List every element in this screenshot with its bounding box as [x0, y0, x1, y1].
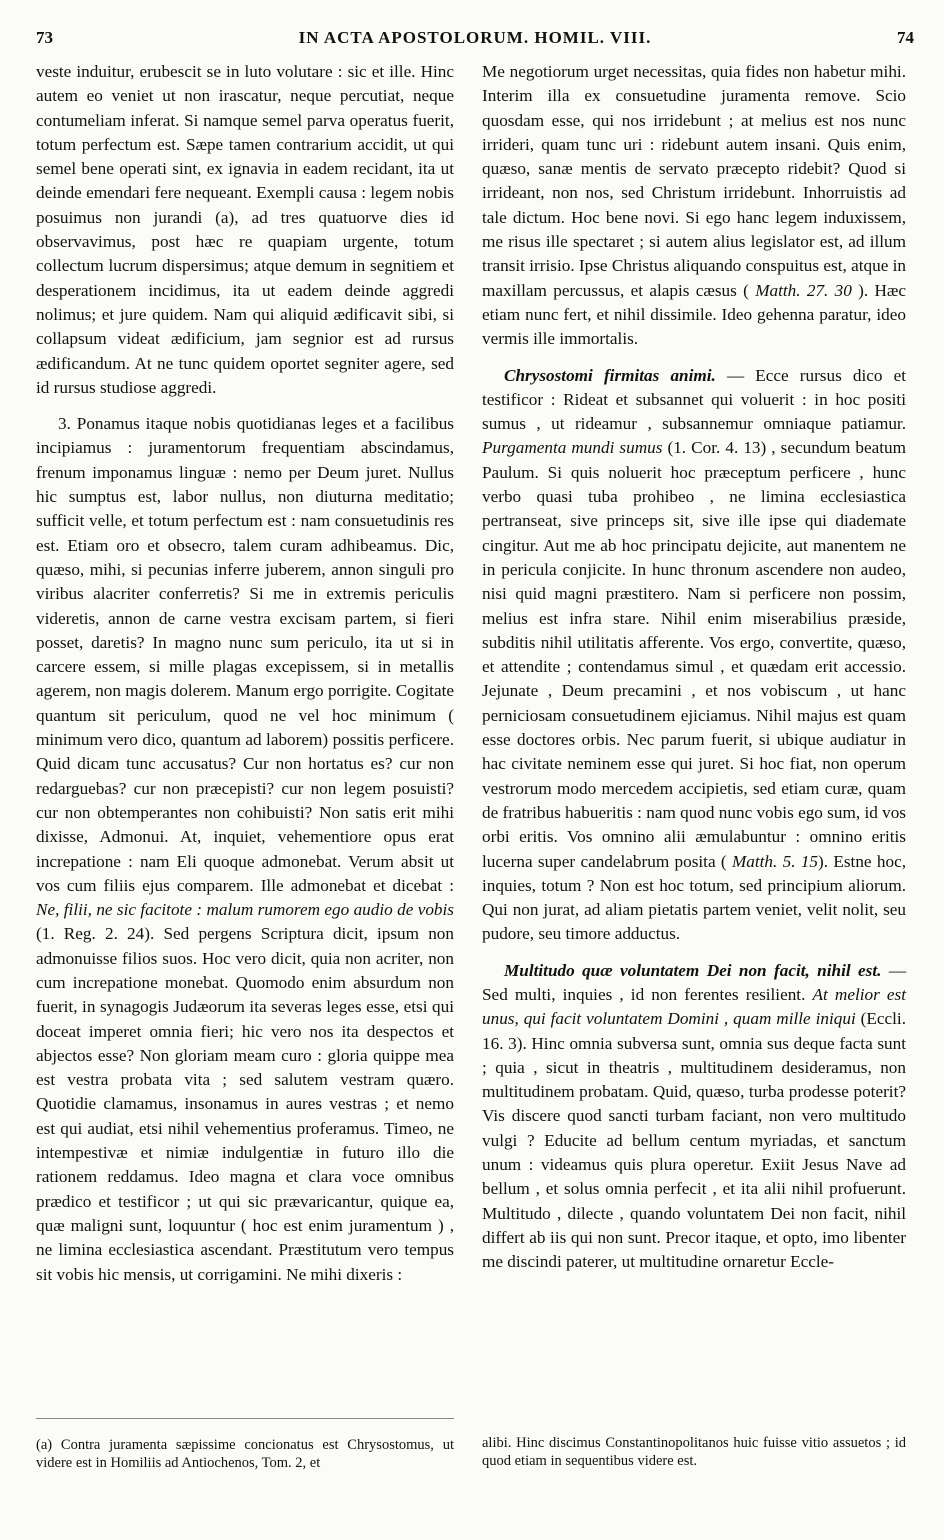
scripture-reference: (1. Cor. 4. 13)	[662, 438, 772, 458]
paragraph-continuation: veste induitur, erubescit se in luto volutare : sic et ille. Hinc autem eo veniet ut non irascatur, neque percutiat, neque contumeliam inferat. Si namque semel parva operatus fuerit, totum perfectum est. Sæpe tamen contrarium accidit, ut qui semel bene operati sint, ex ignavia in eadem recidant, ita ut deinde emendari fere nequeant. Exempli causa : legem nobis posuimus non jurandi (a), ad tres quatuorve dies id observavimus, post hæc re quapiam urgente, totum collectum lucrum dispersimus; atque demum in segnitiem et desperationem incidimus, ita ut eadem deinde aggredi nolimus; et jure quidem. Nam qui aliquid ædificavit sibi, si collapsum videat ædificium, jam segnior est ad rursus ædificandum. At ne tunc quidem oportet segniter agere, sed id rursus studiose aggredi.	[36, 62, 454, 397]
footnote-rule	[36, 1418, 454, 1419]
scripture-reference: (Eccli. 16. 3).	[482, 1009, 906, 1053]
paragraph-text: Hinc omnia subversa sunt, omnia sus deque facta sunt ; quia , sicut in theatris , multitudinem desideramus, non multitudinem probatam. Quid, quæso, turba prodesse poterit? Vis discere quod sancti turbam faciant, non vero multitudo vulgi ? Educite ad bellum centum myriadas, et sanctum unum : videamus quis plura operetur. Exiit Jesus Nave ad bellum , et solus omnia perfecit , et ita alii nihil profuerunt. Multitudo , dilecte , quando voluntatem Dei non facit, nihil differt ab iis qui non sunt. Precor itaque, et opto, imo libenter me discindi paterer, ut multitudine ornaretur Eccle-	[482, 1033, 906, 1272]
scripture-quote: Purgamenta mundi sumus	[482, 438, 663, 458]
section-heading: Multitudo quæ voluntatem Dei non facit, nihil est.	[504, 960, 882, 980]
paragraph-text: — Sed multi, inquies , id non ferentes resilient.	[482, 960, 907, 1004]
running-header	[36, 28, 914, 54]
paragraph-text: ). Hæc etiam nunc fert, et nihil dissimile. Ideo gehenna paratur, ideo vermis ille immortalis.	[482, 280, 906, 349]
scripture-reference: Matth. 27. 30	[755, 280, 852, 300]
paragraph-text: 3. Ponamus itaque nobis quotidianas leges et a facilibus incipiamus : juramentorum frequentiam abscindamus, frenum imponamus linguæ : nemo per Deum juret. Nullus hic sumptus est, labor nullus, non diuturna meditatio; sufficit velle, et totum perfectum est : nam consuetudinis res est. Etiam oro et obsecro, talem curam adhibeamus. Dic, quæso, mihi, si pecunias inferre juberem, annon singuli pro viribus alacriter conferretis? Si me in extremis periculis videretis, annon de carne vestra excisam partem, si fieri posset, daretis? In magno nunc sum periculo, ita ut si in carcere essem, si mille plagas excepissem, si in metallis agerem, non magis dolerem. Manum ergo porrigite. Cogitate quantum sit periculum, quod ne vel hoc minimum ( minimum vero dico, quantum ad laborem) possitis perficere. Quid dicam tunc accusatus? Cur non hortatus es? cur non redarguebas? cur non præcepisti? cur non legem posuisti? cur non obtemperantes non cohibuisti? Non satis erit mihi dixisse, Admonui. At, inquiet, vehementiore opus erat increpatione : nam Eli quoque admonebat. Verum absit ut vos cum filiis ejus comparem. Ille admonebat et dicebat :	[36, 414, 454, 895]
running-title: IN ACTA APOSTOLORUM. HOMIL. VIII.	[298, 28, 652, 47]
page-number-right: 74	[897, 28, 914, 47]
paragraph-section-3	[36, 412, 454, 1287]
paragraph-continuation	[482, 60, 906, 352]
paragraph-text: Me negotiorum urget necessitas, quia fides non habetur mihi. Interim illa ex consuetudine juramenta remove. Scio quosdam esse, qui nos irridebunt ; at melius est nos nunc irrideri, quam tunc uri : ridebunt autem insani. Quis enim, quæso, sanæ mentis de servato præcepto ridebit? Quod si irrideant, non nos, sed Christum irridebunt. Inhorruistis ad tale dictum. Hoc bene novi. Si ego hanc legem induxissem, me risus ille spectaret ; si autem alius legislator est, ad illum transit irrisio. Ipse Christus aliquando conspuitus est, atque in maxillam percussus, et alapis cæsus (	[482, 62, 906, 300]
paragraph-text: Sed pergens Scriptura dicit, ipsum non admonuisse filios suos. Hoc vero dicit, quia non acriter, non cum increpatione monebat. Quomodo enim absurdum non fuerit, in synagogis Judæorum ita severas leges esse, etsi qui doceat imperet omnia fieri; hic vero nos ita despectos et abjectos esse? Non gloriam meam curo : gloria quippe mea est vestra probata vita ; sed salutem vestram quæro. Quotidie clamamus, insonamus in aures vestras ; et nemo est qui audiat, etsi nihil vehementius proferamus. Timeo, ne intempestivæ et nimiæ indulgentiæ in futuro illo die rationem reddamus. Ideo magna et clara voce omnibus prædico et testificor ; ut qui sic prævaricantur, quique ea, quæ maligni sunt, loquuntur ( hoc est enim juramentum ) , ne limina ecclesiastica ascendant. Præstitutum vero tempus sit vobis hic mensis, ut corrigamini. Ne mihi dixeris :	[36, 924, 454, 1284]
left-column	[36, 60, 454, 1287]
right-column	[482, 60, 906, 1275]
scripture-reference: (1. Reg. 2. 24).	[36, 924, 164, 944]
footnote-continuation: alibi. Hinc discimus Constantinopolitanos huic fuisse vitio assuetos ; id quod etiam in sequentibus videre est.	[482, 1435, 906, 1469]
paragraph-firmitas	[482, 364, 906, 947]
paragraph-text: — Ecce rursus dico et testificor : Rideat et subsannet qui voluerit : in hoc positi sumus , ut rideamur , subsannemur omniaque patiamur.	[482, 365, 906, 434]
paragraph-multitudo	[482, 959, 906, 1275]
paragraph-text: ). Estne hoc, inquies, totum ? Non est hoc totum, sed principium aliorum. Qui non jurat, ad aliam pietatis partem veniet, velit nolit, seu pudore, seu timore adductus.	[482, 851, 906, 944]
paragraph-text: , secundum beatum Paulum. Si quis noluerit hoc præceptum perficere , hunc verbo quasi tuba prohibeo , ne limina ecclesiastica pertranseat, sive princeps sit, sive ille ipse qui diademate cingitur. Aut me ab hoc principatu dejicite, aut manentem ne in pericula conjicite. In hunc thronum ascendere non audeo, nisi quid magni præstitero. Nam si perficere non possim, melius est infra stare. Nihil enim miserabilius præside, subditis nihil utilitatis afferente. Vos ergo, convertite, quæso, et attendite ; contendamus simul , et quædam erit accessio. Jejunate , Deum precamini , et nos vobiscum , ut hanc perniciosam consuetudinem ejiciamus. Nihil majus est quam esse doctores orbis. Nec parum fuerit, si ubique audiatur in hac civitate neminem esse qui juret. Si hoc fiat, non operum vestrorum modo mercedem accipietis, sed etiam curæ, quam de fratribus habueritis : nam quod nunc vobis ego sum, id vos orbi eritis. Vos omnino alii æmulabuntur : omnino eritis lucerna super candelabrum posita (	[482, 438, 907, 871]
page-number-left: 73	[36, 28, 53, 47]
section-heading: Chrysostomi firmitas animi.	[504, 365, 716, 385]
footnote-a: (a) Contra juramenta sæpissime concionatus est Chrysostomus, ut videre est in Homiliis ad Antiochenos, Tom. 2, et	[36, 1437, 454, 1471]
scripture-reference: Matth. 5. 15	[731, 851, 819, 871]
scripture-quote: At melior est unus, qui facit voluntatem Domini , quam mille iniqui	[482, 984, 907, 1029]
scripture-quote: Ne, filii, ne sic facitote : malum rumorem ego audio de vobis	[36, 900, 454, 920]
